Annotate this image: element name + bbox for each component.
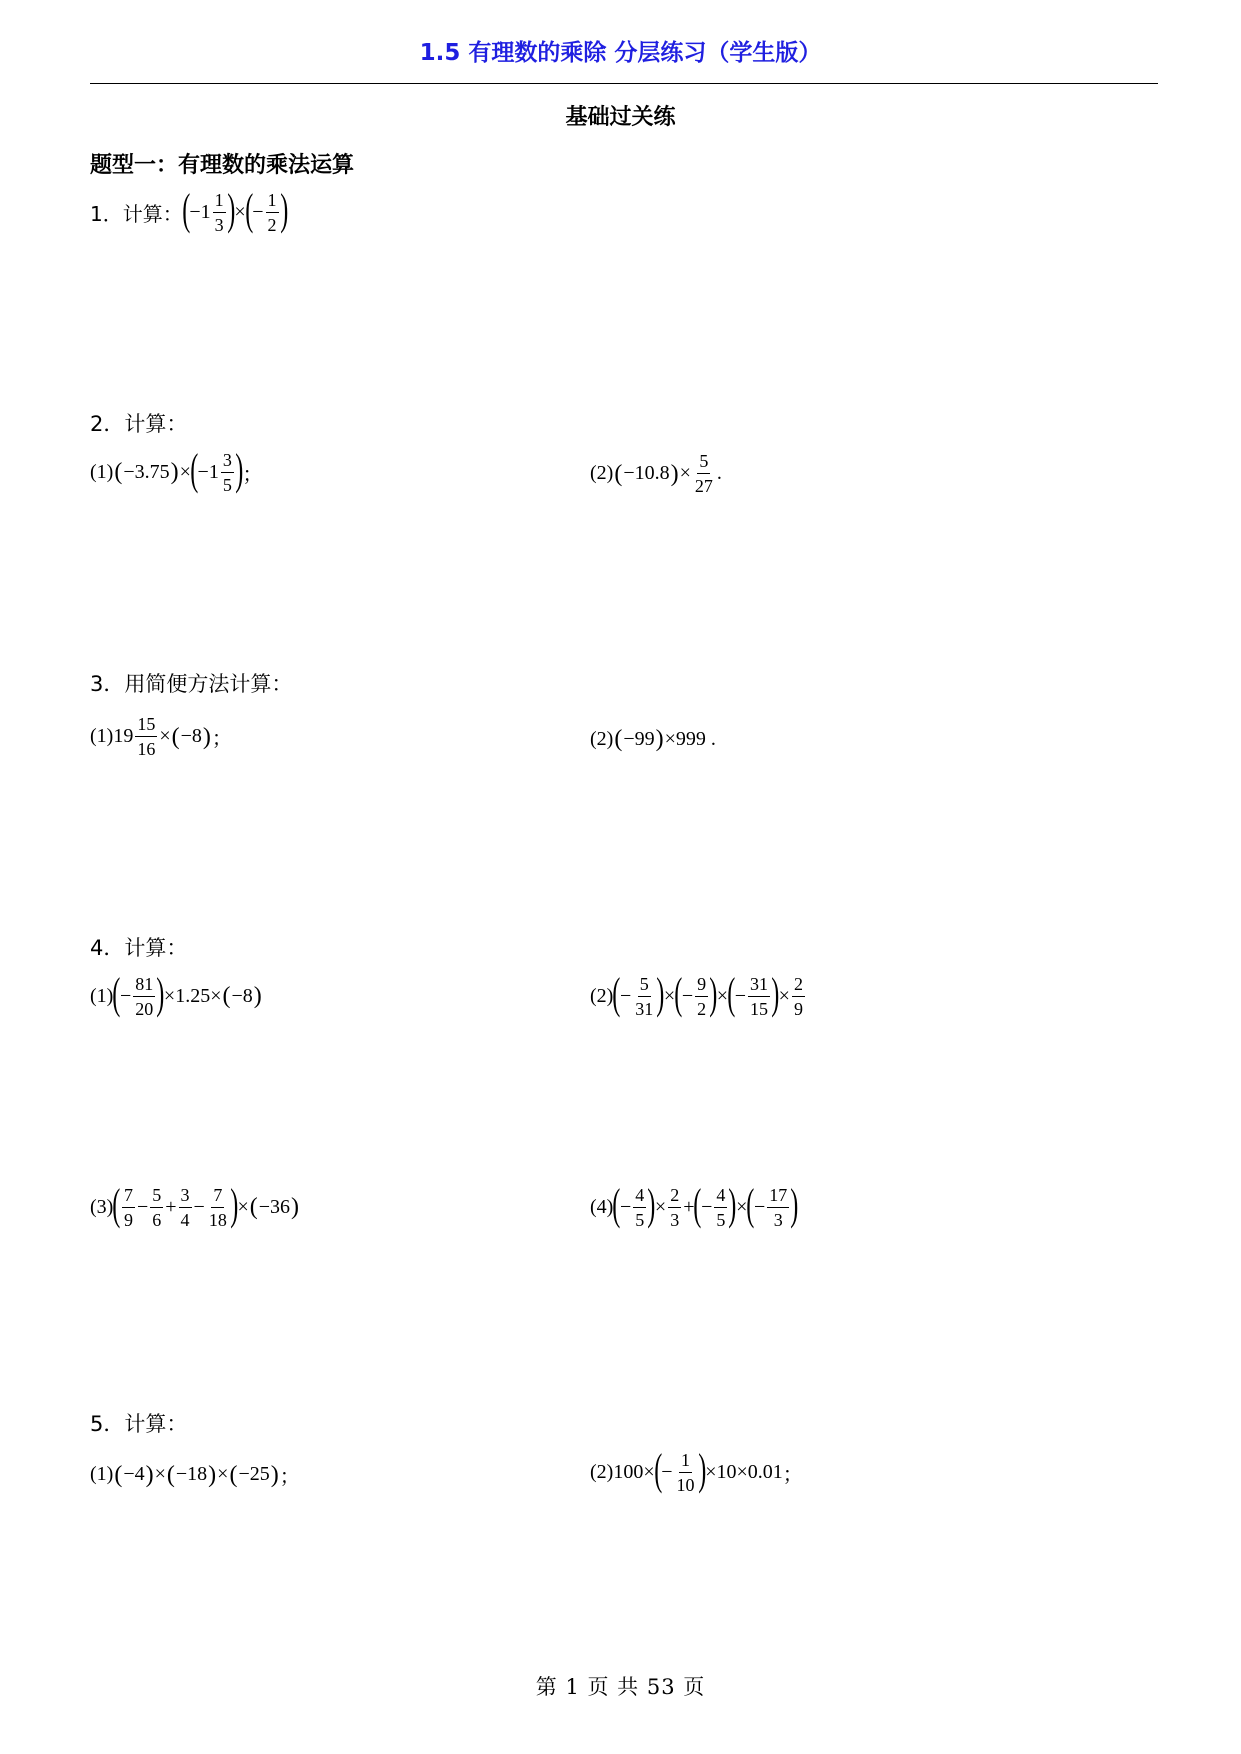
section-title: 基础过关练: [565, 105, 676, 130]
question-2-part-2: (2) ( −10.8 ) × $\frac{5}{27}$ .: [590, 451, 722, 496]
page-title: 1.5 有理数的乘除 分层练习（学生版）: [419, 40, 822, 66]
question-5-head: 5．计算：: [90, 1412, 188, 1436]
question-1-head: 1．计算：: [90, 201, 183, 226]
question-2-part-1: (1) ( −3.75 ) × ( −1 $\frac{3}{5}$ ) ；: [90, 445, 263, 495]
question-3-part-1: (1) 19 $\frac{15}{16}$ × ( −8 ) ；: [90, 714, 232, 759]
question-4-head: 4．计算：: [90, 936, 188, 960]
question-3-head: 3．用简便方法计算：: [90, 672, 293, 696]
question-3-part-2: (2) ( −99 ) ×999 .: [590, 726, 716, 752]
question-type-title: 题型一：有理数的乘法运算: [90, 153, 355, 178]
question-4-part-4: (4) ( − $\frac{4}{5}$ ) × $\frac{2}{3}$ + ( − $\frac{4}{5}$ ) × ( − $\frac{17}{3}$ ): [590, 1180, 799, 1230]
question-5-part-1: (1) ( −4 ) × ( −18 ) × ( −25 ) ；: [90, 1461, 300, 1488]
question-4-part-2: (2) ( − $\frac{5}{31}$ ) × ( − $\frac{9}{2}$ ) × ( − $\frac{31}{15}$ ) × $\frac{2}{9}$: [590, 969, 803, 1019]
question-1: [90, 185, 288, 235]
header-divider: [90, 83, 1158, 84]
question-2-head: 2．计算：: [90, 412, 188, 436]
page-footer: 第 1 页 共 53 页: [535, 1675, 706, 1699]
question-5-part-2: (2) 100× ( − $\frac{1}{10}$ ) ×10×0.01 ；: [590, 1445, 803, 1495]
question-4-part-1: (1) ( − $\frac{81}{20}$ ) ×1.25× ( −8 ): [90, 969, 262, 1019]
question-4-part-3: (3) ( $\frac{7}{9}$ − $\frac{5}{6}$ + $\frac{3}{4}$ − $\frac{7}{18}$ ) × ( −36 ): [90, 1180, 300, 1230]
question-1-expression: ( −1 $\frac{1}{3}$ ) × ( − $\frac{1}{2}$ ): [182, 185, 288, 235]
